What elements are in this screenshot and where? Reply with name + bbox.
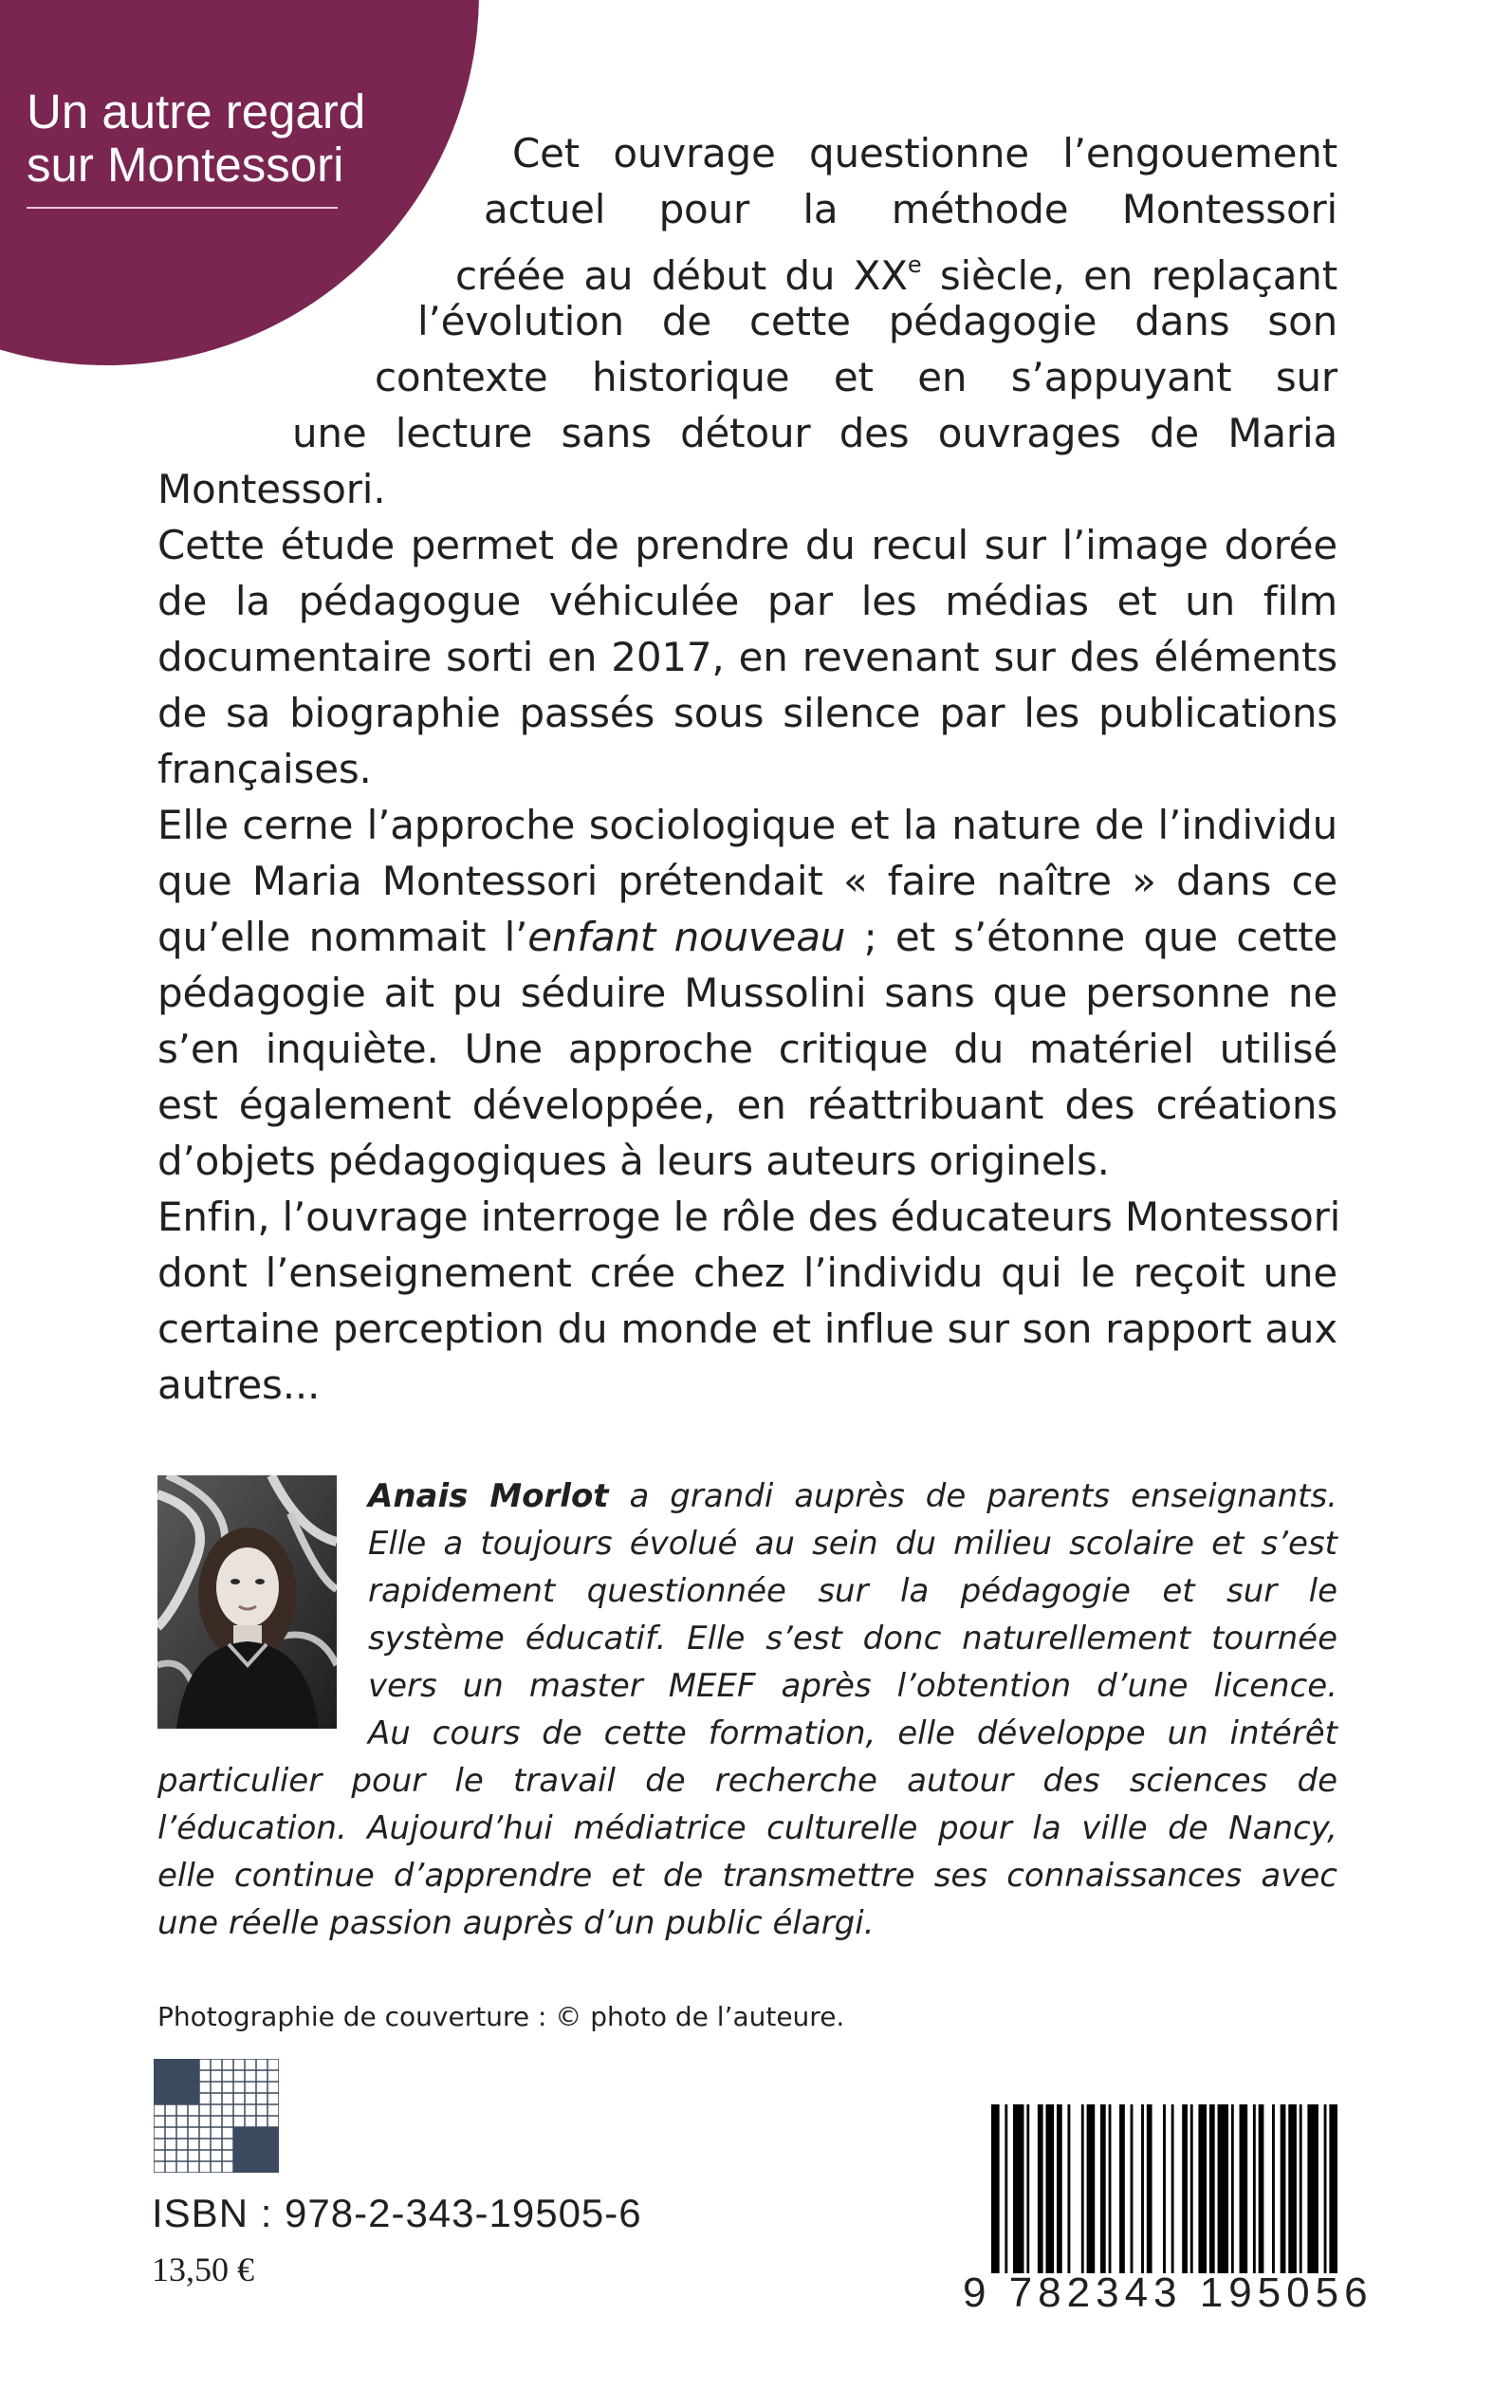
barcode-bar xyxy=(1081,2104,1084,2273)
barcode-bar xyxy=(1307,2104,1318,2273)
description-line: Montessori. xyxy=(157,466,386,512)
barcode-bar xyxy=(1005,2104,1007,2273)
description-line: Cette étude permet de prendre du recul sur l’image dorée xyxy=(157,522,1337,568)
description-line: que Maria Montessori prétendait « faire naître » dans ce xyxy=(157,858,1337,904)
barcode-bar xyxy=(1038,2104,1043,2273)
barcode-bar xyxy=(1324,2104,1327,2273)
bio-line: l’éducation. Aujourd’hui médiatrice culturelle pour la ville de Nancy, xyxy=(157,1809,1337,1847)
description-line: de sa biographie passés sous silence par les publications xyxy=(157,690,1337,736)
barcode-bar xyxy=(1231,2104,1234,2273)
barcode-bar xyxy=(1182,2104,1188,2273)
barcode-bar xyxy=(1147,2104,1152,2273)
barcode-bar xyxy=(1281,2104,1286,2273)
description-line: Enfin, l’ouvrage interroge le rôle des éducateurs Montessori xyxy=(157,1194,1341,1240)
bio-line: une réelle passion auprès d’un public élargi. xyxy=(157,1904,875,1942)
barcode-bar xyxy=(1119,2104,1125,2273)
bio-line: elle continue d’apprendre et de transmettre ses connaissances avec xyxy=(157,1857,1337,1895)
superscript-e: e xyxy=(907,251,922,278)
bio-line: rapidement questionnée sur la pédagogie et sur le xyxy=(368,1572,1337,1610)
collection-divider xyxy=(27,207,338,209)
bio-line: Elle a toujours évolué au sein du milieu scolaire et s’est xyxy=(368,1525,1337,1563)
collection-title-line-1: Un autre regard xyxy=(27,84,366,139)
barcode-bar xyxy=(1329,2104,1337,2273)
publisher-logo xyxy=(154,2059,279,2173)
barcode-bar xyxy=(1141,2104,1144,2273)
description-line: autres... xyxy=(157,1361,321,1408)
barcode-bar xyxy=(1131,2104,1134,2273)
description-line: pédagogie ait pu séduire Mussolini sans que personne ne xyxy=(157,970,1337,1016)
barcode-bar xyxy=(991,2104,1000,2273)
bio-line: vers un master MEEF après l’obtention d’une licence. xyxy=(368,1667,1337,1705)
description-line: qu’elle nommait l’enfant nouveau ; et s’étonne que cette xyxy=(157,914,1337,960)
description-line: créée au début du XXe siècle, en replaçant xyxy=(455,251,1337,299)
photo-credit: Photographie de couverture : © photo de l’auteure. xyxy=(157,2001,845,2032)
emphasis: enfant nouveau xyxy=(527,914,846,960)
barcode-number: 9 782343 195056 xyxy=(963,2269,1374,2316)
description-line: une lecture sans détour des ouvrages de Maria xyxy=(292,410,1337,456)
collection-title xyxy=(27,85,368,192)
bio-line: Anais Morlot a grandi auprès de parents enseignants. xyxy=(368,1477,1337,1515)
bio-line: système éducatif. Elle s’est donc naturellement tournée xyxy=(368,1620,1337,1658)
price: 13,50 € xyxy=(152,2251,254,2288)
barcode-bar xyxy=(1067,2104,1070,2273)
description-line: certaine perception du monde et influe sur son rapport aux xyxy=(157,1306,1337,1352)
description-line: dont l’enseignement crée chez l’individu qui le reçoit une xyxy=(157,1250,1337,1296)
barcode-bar xyxy=(1026,2104,1029,2273)
barcode-bar xyxy=(1109,2104,1112,2273)
author-name: Anais Morlot xyxy=(368,1477,609,1515)
barcode-bar xyxy=(1218,2104,1229,2273)
barcode-bar xyxy=(1288,2104,1297,2273)
description-line: Cet ouvrage questionne l’engouement xyxy=(512,130,1337,176)
barcode-bar xyxy=(1057,2104,1062,2273)
description-line: est également développée, en réattribuant des créations xyxy=(157,1082,1337,1128)
bio-line: particulier pour le travail de recherche autour des sciences de xyxy=(157,1762,1337,1800)
publisher-grid-icon xyxy=(154,2059,279,2173)
isbn: ISBN : 978-2-343-19505-6 xyxy=(152,2191,642,2235)
barcode-bar xyxy=(1045,2104,1054,2273)
barcode-bar xyxy=(1100,2104,1106,2273)
barcode-bar xyxy=(1013,2104,1024,2273)
description-line: actuel pour la méthode Montessori xyxy=(484,186,1337,232)
description-line: d’objets pédagogiques à leurs auteurs originels. xyxy=(157,1138,1110,1184)
barcode-bar xyxy=(1190,2104,1193,2273)
author-photo-image xyxy=(157,1475,337,1729)
description-line: s’en inquiète. Une approche critique du matériel utilisé xyxy=(157,1026,1337,1072)
description-line: l’évolution de cette pédagogie dans son xyxy=(417,298,1337,344)
barcode-bar xyxy=(1087,2104,1096,2273)
barcode-bar xyxy=(1171,2104,1174,2273)
description-line: contexte historique et en s’appuyant sur xyxy=(375,354,1337,400)
barcode-bar xyxy=(1198,2104,1207,2273)
barcode xyxy=(991,2104,1337,2273)
barcode-bar xyxy=(1209,2104,1215,2273)
description-line: françaises. xyxy=(157,746,372,792)
bio-line: Au cours de cette formation, elle développe un intérêt xyxy=(368,1714,1337,1752)
barcode-bar xyxy=(1259,2104,1264,2273)
barcode-bar xyxy=(1240,2104,1248,2273)
description-line: documentaire sorti en 2017, en revenant sur des éléments xyxy=(157,634,1337,680)
author-photo xyxy=(157,1475,337,1729)
collection-title-line-2: sur Montessori xyxy=(27,138,344,192)
description-line: Elle cerne l’approche sociologique et la nature de l’individu xyxy=(157,802,1337,848)
barcode-bar xyxy=(1300,2104,1302,2273)
description-line: de la pédagogue véhiculée par les médias et un film xyxy=(157,578,1337,624)
barcode-bar xyxy=(1272,2104,1275,2273)
barcode-bar xyxy=(1253,2104,1256,2273)
barcode-bar xyxy=(1163,2104,1166,2273)
